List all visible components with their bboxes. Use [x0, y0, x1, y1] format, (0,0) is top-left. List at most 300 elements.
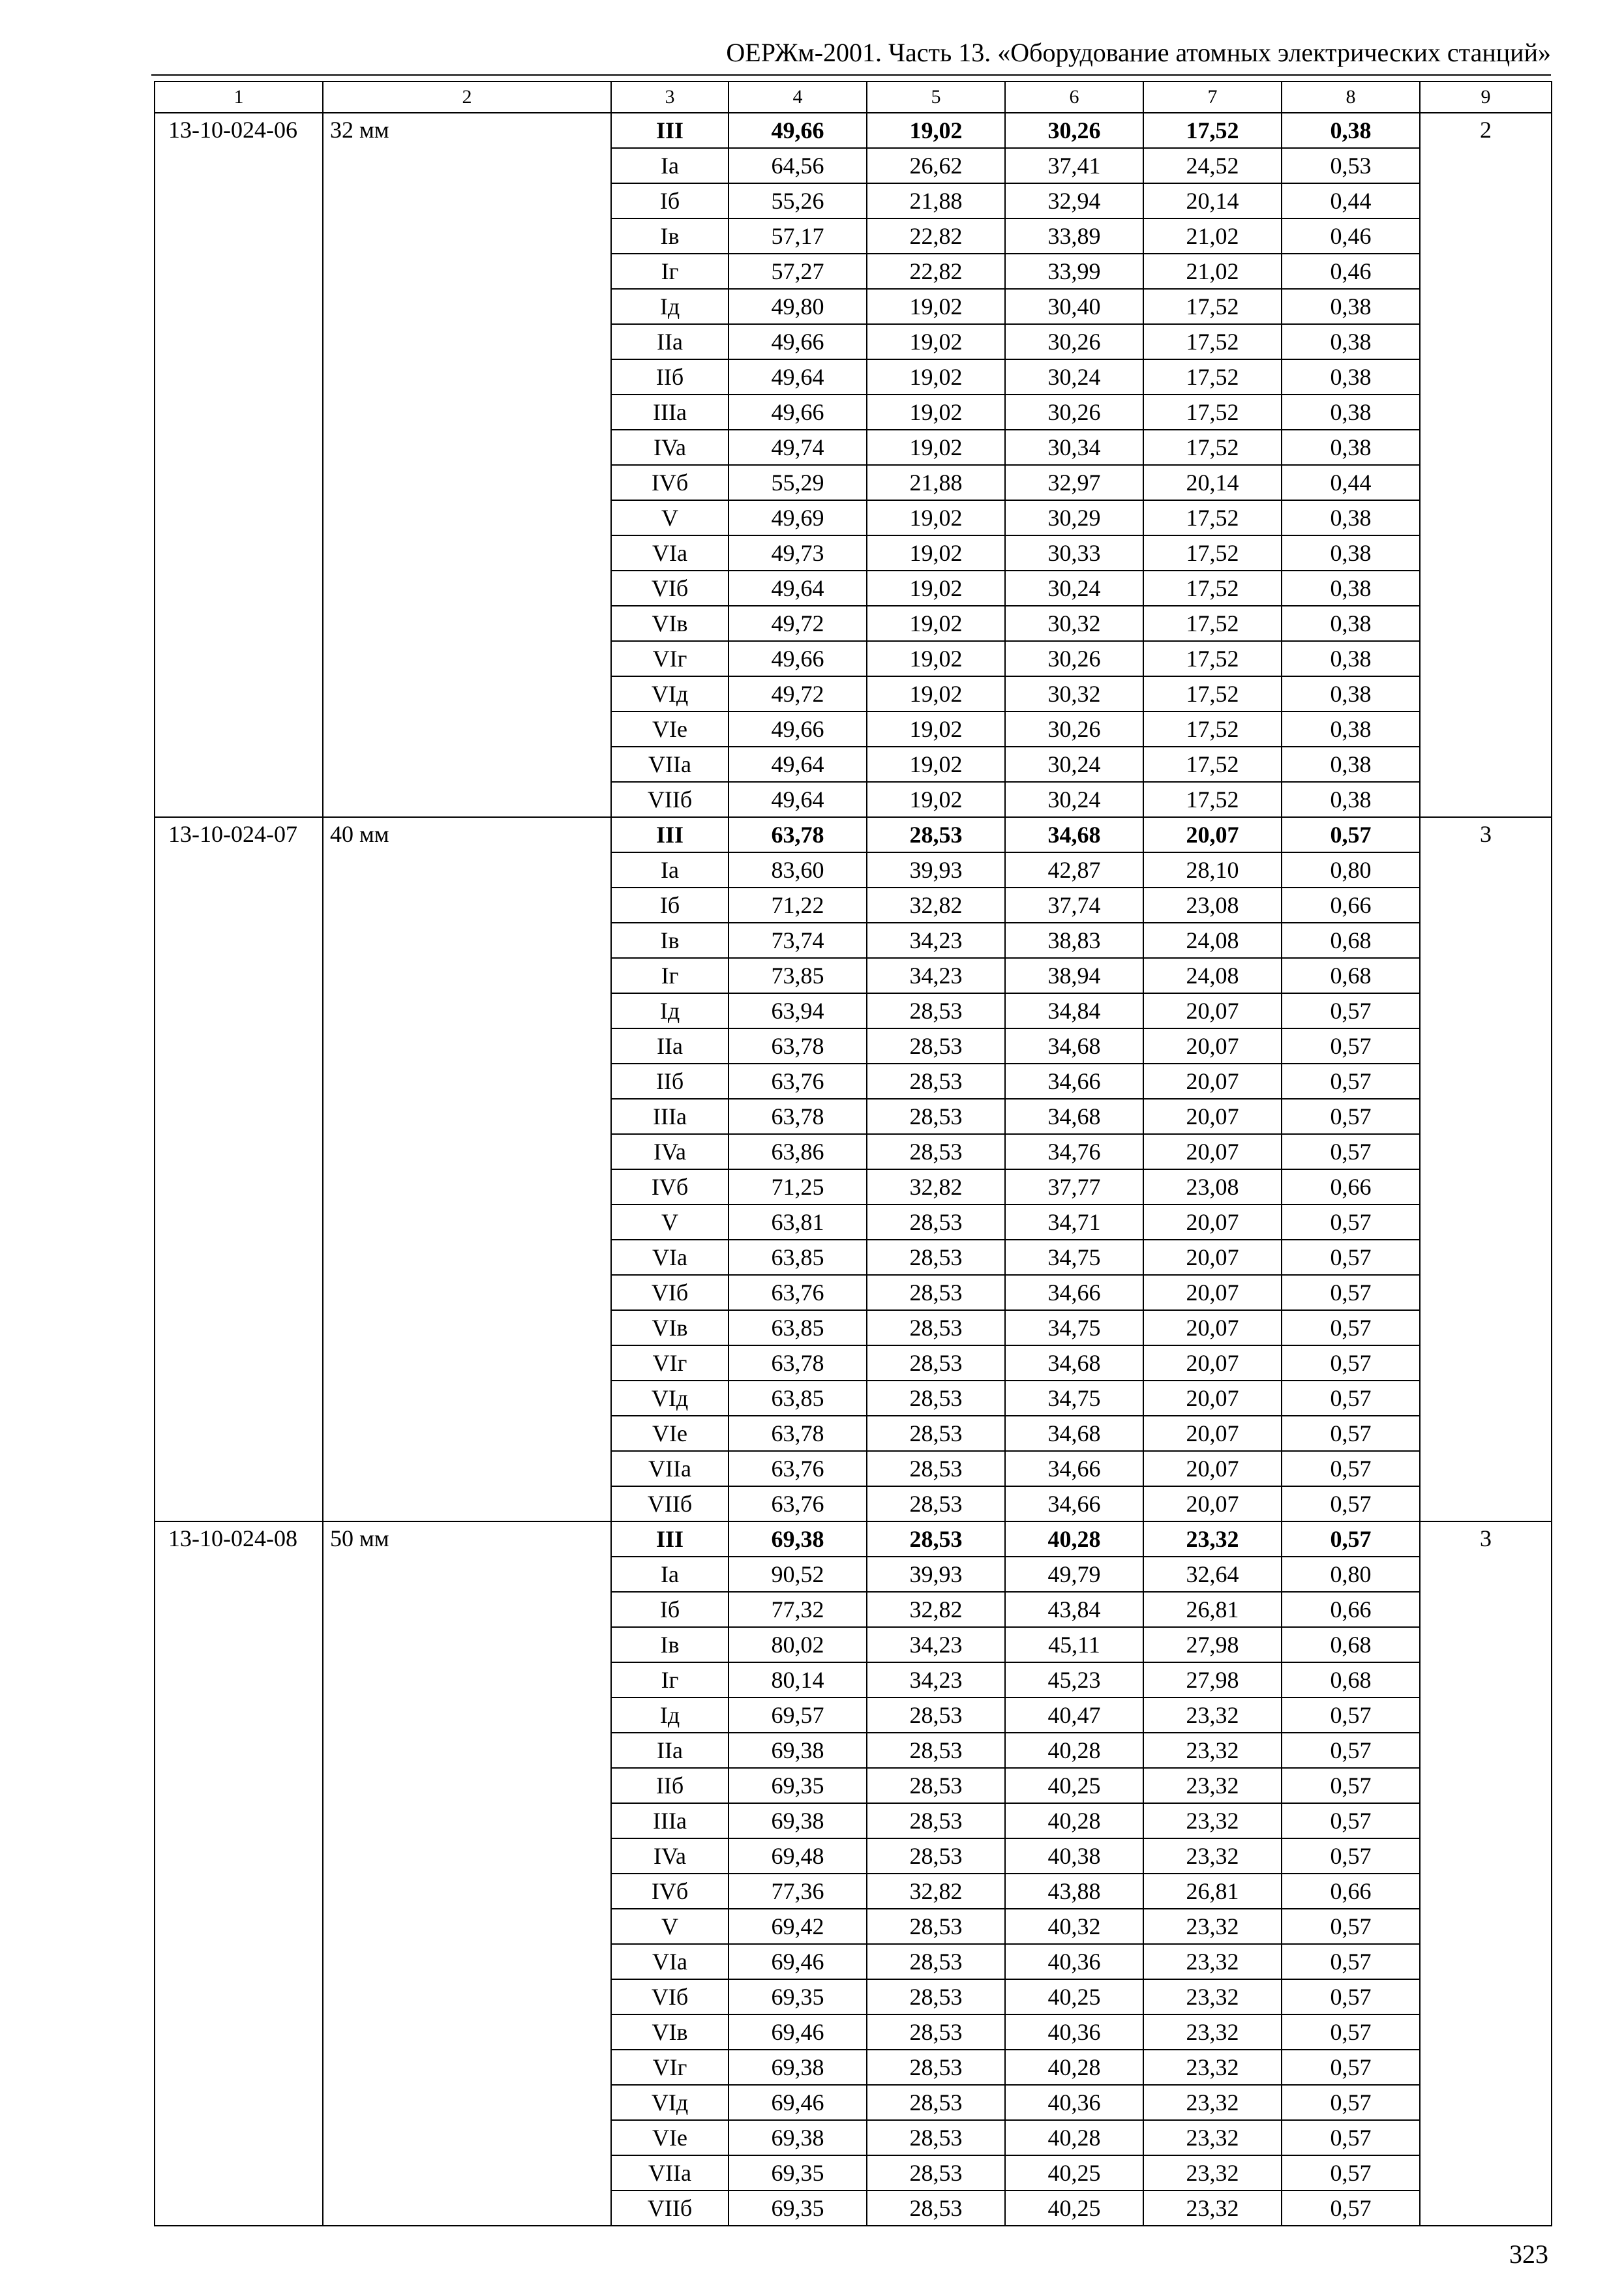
total-cost-cell: 49,73	[729, 535, 867, 571]
total-cost-cell: 63,85	[729, 1240, 867, 1275]
machine-cost-cell: 30,26	[1005, 395, 1143, 430]
column-number-row	[155, 82, 1552, 113]
item-count: 3	[1420, 817, 1552, 1521]
materials-cell: 0,57	[1282, 1698, 1420, 1733]
zone-cell: IVб	[611, 1169, 729, 1204]
wages-cell: 22,82	[867, 218, 1005, 254]
machinist-wages-cell: 21,02	[1143, 254, 1282, 289]
total-cost-cell: 49,69	[729, 500, 867, 535]
machine-cost-cell: 30,24	[1005, 571, 1143, 606]
zone-cell: IIIa	[611, 1803, 729, 1838]
total-cost-cell: 63,86	[729, 1134, 867, 1169]
materials-cell: 0,57	[1282, 1345, 1420, 1381]
materials-cell: 0,57	[1282, 1099, 1420, 1134]
column-header: 3	[611, 82, 729, 113]
total-cost-cell: 69,35	[729, 2191, 867, 2226]
machine-cost-cell: 40,38	[1005, 1838, 1143, 1874]
machine-cost-cell: 34,71	[1005, 1204, 1143, 1240]
machine-cost-cell: 42,87	[1005, 852, 1143, 888]
materials-cell: 0,57	[1282, 1486, 1420, 1521]
zone-cell: IVa	[611, 1838, 729, 1874]
zone-cell: VIa	[611, 1944, 729, 1979]
wages-cell: 28,53	[867, 2120, 1005, 2155]
materials-cell: 0,38	[1282, 606, 1420, 641]
total-cost-cell: 55,29	[729, 465, 867, 500]
machine-cost-cell: 34,68	[1005, 817, 1143, 852]
materials-cell: 0,38	[1282, 113, 1420, 148]
wages-cell: 26,62	[867, 148, 1005, 183]
wages-cell: 28,53	[867, 2155, 1005, 2191]
machinist-wages-cell: 20,14	[1143, 465, 1282, 500]
zone-cell: IIa	[611, 1733, 729, 1768]
table-body	[155, 113, 1552, 2226]
zone-cell: VIIб	[611, 1486, 729, 1521]
zone-cell: IIб	[611, 359, 729, 395]
materials-cell: 0,66	[1282, 1169, 1420, 1204]
machinist-wages-cell: 24,08	[1143, 923, 1282, 958]
zone-cell: Iд	[611, 993, 729, 1028]
machinist-wages-cell: 20,07	[1143, 1451, 1282, 1486]
machinist-wages-cell: 24,52	[1143, 148, 1282, 183]
machinist-wages-cell: 20,07	[1143, 1345, 1282, 1381]
machinist-wages-cell: 17,52	[1143, 324, 1282, 359]
zone-cell: III	[611, 817, 729, 852]
materials-cell: 0,38	[1282, 395, 1420, 430]
machine-cost-cell: 40,28	[1005, 2050, 1143, 2085]
machinist-wages-cell: 20,07	[1143, 1028, 1282, 1064]
machinist-wages-cell: 17,52	[1143, 782, 1282, 817]
materials-cell: 0,38	[1282, 500, 1420, 535]
machine-cost-cell: 43,84	[1005, 1592, 1143, 1627]
materials-cell: 0,66	[1282, 1592, 1420, 1627]
zone-cell: IIIa	[611, 1099, 729, 1134]
machine-cost-cell: 30,34	[1005, 430, 1143, 465]
materials-cell: 0,38	[1282, 289, 1420, 324]
machine-cost-cell: 34,68	[1005, 1099, 1143, 1134]
machine-cost-cell: 32,97	[1005, 465, 1143, 500]
materials-cell: 0,57	[1282, 1521, 1420, 1557]
machinist-wages-cell: 20,07	[1143, 1099, 1282, 1134]
wages-cell: 19,02	[867, 641, 1005, 676]
machine-cost-cell: 34,75	[1005, 1240, 1143, 1275]
machinist-wages-cell: 20,07	[1143, 1134, 1282, 1169]
zone-cell: VIв	[611, 1310, 729, 1345]
machinist-wages-cell: 23,32	[1143, 1979, 1282, 2014]
total-cost-cell: 49,66	[729, 711, 867, 747]
wages-cell: 19,02	[867, 500, 1005, 535]
machinist-wages-cell: 23,32	[1143, 1803, 1282, 1838]
total-cost-cell: 63,76	[729, 1064, 867, 1099]
machinist-wages-cell: 23,32	[1143, 2155, 1282, 2191]
machinist-wages-cell: 17,52	[1143, 711, 1282, 747]
total-cost-cell: 49,72	[729, 606, 867, 641]
zone-cell: VIд	[611, 1381, 729, 1416]
wages-cell: 28,53	[867, 1345, 1005, 1381]
machinist-wages-cell: 20,14	[1143, 183, 1282, 218]
machinist-wages-cell: 24,08	[1143, 958, 1282, 993]
machinist-wages-cell: 23,32	[1143, 1768, 1282, 1803]
materials-cell: 0,57	[1282, 2014, 1420, 2050]
column-header: 6	[1005, 82, 1143, 113]
materials-cell: 0,57	[1282, 1204, 1420, 1240]
zone-cell: VIIa	[611, 1451, 729, 1486]
machinist-wages-cell: 27,98	[1143, 1627, 1282, 1662]
zone-cell: VIг	[611, 1345, 729, 1381]
wages-cell: 19,02	[867, 782, 1005, 817]
machine-cost-cell: 40,32	[1005, 1909, 1143, 1944]
machine-cost-cell: 37,74	[1005, 888, 1143, 923]
total-cost-cell: 71,22	[729, 888, 867, 923]
machinist-wages-cell: 23,32	[1143, 2191, 1282, 2226]
zone-cell: VIIa	[611, 747, 729, 782]
column-header: 8	[1282, 82, 1420, 113]
materials-cell: 0,38	[1282, 535, 1420, 571]
total-cost-cell: 63,76	[729, 1275, 867, 1310]
machinist-wages-cell: 23,32	[1143, 1698, 1282, 1733]
column-header: 5	[867, 82, 1005, 113]
item-count: 3	[1420, 1521, 1552, 2226]
table-row	[155, 817, 1552, 852]
machinist-wages-cell: 17,52	[1143, 676, 1282, 711]
wages-cell: 19,02	[867, 289, 1005, 324]
machine-cost-cell: 32,94	[1005, 183, 1143, 218]
total-cost-cell: 63,85	[729, 1381, 867, 1416]
wages-cell: 28,53	[867, 2014, 1005, 2050]
machinist-wages-cell: 17,52	[1143, 606, 1282, 641]
materials-cell: 0,57	[1282, 2155, 1420, 2191]
page-header-title: ОЕРЖм-2001. Часть 13. «Оборудование атомных электрических станций»	[726, 38, 1551, 67]
column-header: 2	[323, 82, 611, 113]
machinist-wages-cell: 20,07	[1143, 1486, 1282, 1521]
materials-cell: 0,68	[1282, 958, 1420, 993]
zone-cell: Iд	[611, 289, 729, 324]
machinist-wages-cell: 28,10	[1143, 852, 1282, 888]
wages-cell: 19,02	[867, 359, 1005, 395]
machine-cost-cell: 30,26	[1005, 324, 1143, 359]
machinist-wages-cell: 23,32	[1143, 1909, 1282, 1944]
wages-cell: 19,02	[867, 535, 1005, 571]
zone-cell: VIIб	[611, 2191, 729, 2226]
materials-cell: 0,57	[1282, 817, 1420, 852]
wages-cell: 34,23	[867, 1662, 1005, 1698]
wages-cell: 19,02	[867, 676, 1005, 711]
machine-cost-cell: 34,66	[1005, 1486, 1143, 1521]
wages-cell: 28,53	[867, 1698, 1005, 1733]
total-cost-cell: 77,36	[729, 1874, 867, 1909]
zone-cell: Iв	[611, 923, 729, 958]
zone-cell: IIa	[611, 324, 729, 359]
total-cost-cell: 69,38	[729, 2120, 867, 2155]
materials-cell: 0,38	[1282, 747, 1420, 782]
materials-cell: 0,57	[1282, 2191, 1420, 2226]
wages-cell: 28,53	[867, 1028, 1005, 1064]
machinist-wages-cell: 23,08	[1143, 1169, 1282, 1204]
machinist-wages-cell: 26,81	[1143, 1874, 1282, 1909]
materials-cell: 0,80	[1282, 852, 1420, 888]
machine-cost-cell: 30,26	[1005, 641, 1143, 676]
materials-cell: 0,38	[1282, 711, 1420, 747]
machinist-wages-cell: 23,32	[1143, 2014, 1282, 2050]
total-cost-cell: 49,66	[729, 395, 867, 430]
total-cost-cell: 69,46	[729, 1944, 867, 1979]
wages-cell: 34,23	[867, 923, 1005, 958]
wages-cell: 28,53	[867, 1768, 1005, 1803]
item-count: 2	[1420, 113, 1552, 817]
wages-cell: 19,02	[867, 606, 1005, 641]
materials-cell: 0,57	[1282, 1838, 1420, 1874]
column-header: 9	[1420, 82, 1552, 113]
total-cost-cell: 49,64	[729, 782, 867, 817]
materials-cell: 0,38	[1282, 641, 1420, 676]
zone-cell: VIIa	[611, 2155, 729, 2191]
wages-cell: 19,02	[867, 571, 1005, 606]
wages-cell: 19,02	[867, 395, 1005, 430]
total-cost-cell: 80,14	[729, 1662, 867, 1698]
item-code: 13-10-024-07	[155, 817, 323, 1521]
materials-cell: 0,57	[1282, 1064, 1420, 1099]
page-number: 323	[1509, 2239, 1548, 2269]
wages-cell: 28,53	[867, 1521, 1005, 1557]
zone-cell: VIб	[611, 571, 729, 606]
materials-cell: 0,38	[1282, 571, 1420, 606]
total-cost-cell: 63,78	[729, 1028, 867, 1064]
machinist-wages-cell: 17,52	[1143, 571, 1282, 606]
wages-cell: 39,93	[867, 852, 1005, 888]
zone-cell: IVб	[611, 1874, 729, 1909]
materials-cell: 0,57	[1282, 1979, 1420, 2014]
zone-cell: IVa	[611, 1134, 729, 1169]
machine-cost-cell: 40,25	[1005, 1768, 1143, 1803]
zone-cell: V	[611, 1909, 729, 1944]
materials-cell: 0,66	[1282, 1874, 1420, 1909]
total-cost-cell: 63,85	[729, 1310, 867, 1345]
wages-cell: 28,53	[867, 1803, 1005, 1838]
zone-cell: VIв	[611, 2014, 729, 2050]
machine-cost-cell: 33,89	[1005, 218, 1143, 254]
zone-cell: VIг	[611, 641, 729, 676]
total-cost-cell: 63,94	[729, 993, 867, 1028]
total-cost-cell: 69,57	[729, 1698, 867, 1733]
machine-cost-cell: 33,99	[1005, 254, 1143, 289]
materials-cell: 0,57	[1282, 1944, 1420, 1979]
machine-cost-cell: 37,41	[1005, 148, 1143, 183]
wages-cell: 28,53	[867, 1099, 1005, 1134]
machinist-wages-cell: 17,52	[1143, 289, 1282, 324]
materials-cell: 0,57	[1282, 1381, 1420, 1416]
total-cost-cell: 63,78	[729, 1416, 867, 1451]
machinist-wages-cell: 27,98	[1143, 1662, 1282, 1698]
wages-cell: 19,02	[867, 324, 1005, 359]
total-cost-cell: 63,78	[729, 1099, 867, 1134]
item-code: 13-10-024-08	[155, 1521, 323, 2226]
machinist-wages-cell: 23,32	[1143, 1521, 1282, 1557]
zone-cell: Ia	[611, 1557, 729, 1592]
wages-cell: 19,02	[867, 711, 1005, 747]
machinist-wages-cell: 20,07	[1143, 817, 1282, 852]
zone-cell: IIб	[611, 1064, 729, 1099]
machinist-wages-cell: 20,07	[1143, 1310, 1282, 1345]
item-size: 50 мм	[323, 1521, 611, 2226]
machine-cost-cell: 34,84	[1005, 993, 1143, 1028]
total-cost-cell: 63,81	[729, 1204, 867, 1240]
machinist-wages-cell: 17,52	[1143, 641, 1282, 676]
machine-cost-cell: 34,75	[1005, 1381, 1143, 1416]
wages-cell: 28,53	[867, 2085, 1005, 2120]
zone-cell: VIe	[611, 711, 729, 747]
machinist-wages-cell: 26,81	[1143, 1592, 1282, 1627]
header-rule	[151, 74, 1551, 76]
materials-cell: 0,38	[1282, 676, 1420, 711]
machinist-wages-cell: 20,07	[1143, 1064, 1282, 1099]
zone-cell: V	[611, 500, 729, 535]
zone-cell: VIe	[611, 2120, 729, 2155]
zone-cell: VIв	[611, 606, 729, 641]
machine-cost-cell: 30,32	[1005, 676, 1143, 711]
machine-cost-cell: 30,32	[1005, 606, 1143, 641]
zone-cell: Iв	[611, 1627, 729, 1662]
wages-cell: 21,88	[867, 183, 1005, 218]
column-header: 4	[729, 82, 867, 113]
column-header: 1	[155, 82, 323, 113]
total-cost-cell: 49,64	[729, 747, 867, 782]
machinist-wages-cell: 20,07	[1143, 1240, 1282, 1275]
materials-cell: 0,57	[1282, 1803, 1420, 1838]
zone-cell: Iг	[611, 254, 729, 289]
total-cost-cell: 80,02	[729, 1627, 867, 1662]
total-cost-cell: 69,46	[729, 2014, 867, 2050]
total-cost-cell: 49,66	[729, 641, 867, 676]
total-cost-cell: 69,46	[729, 2085, 867, 2120]
machine-cost-cell: 30,40	[1005, 289, 1143, 324]
machinist-wages-cell: 20,07	[1143, 1204, 1282, 1240]
materials-cell: 0,68	[1282, 1662, 1420, 1698]
wages-cell: 32,82	[867, 1874, 1005, 1909]
zone-cell: Iб	[611, 183, 729, 218]
zone-cell: Iг	[611, 958, 729, 993]
total-cost-cell: 69,35	[729, 2155, 867, 2191]
materials-cell: 0,57	[1282, 1733, 1420, 1768]
wages-cell: 28,53	[867, 1838, 1005, 1874]
machinist-wages-cell: 20,07	[1143, 1381, 1282, 1416]
machine-cost-cell: 34,75	[1005, 1310, 1143, 1345]
materials-cell: 0,38	[1282, 324, 1420, 359]
machine-cost-cell: 40,25	[1005, 2191, 1143, 2226]
materials-cell: 0,57	[1282, 1134, 1420, 1169]
wages-cell: 28,53	[867, 1451, 1005, 1486]
machinist-wages-cell: 23,32	[1143, 2085, 1282, 2120]
machine-cost-cell: 38,94	[1005, 958, 1143, 993]
machinist-wages-cell: 17,52	[1143, 747, 1282, 782]
machine-cost-cell: 30,24	[1005, 359, 1143, 395]
materials-cell: 0,57	[1282, 2050, 1420, 2085]
wages-cell: 28,53	[867, 1204, 1005, 1240]
materials-cell: 0,57	[1282, 1240, 1420, 1275]
machinist-wages-cell: 23,32	[1143, 2050, 1282, 2085]
machinist-wages-cell: 20,07	[1143, 1416, 1282, 1451]
materials-cell: 0,46	[1282, 218, 1420, 254]
machine-cost-cell: 40,28	[1005, 1733, 1143, 1768]
materials-cell: 0,38	[1282, 430, 1420, 465]
zone-cell: VIб	[611, 1979, 729, 2014]
total-cost-cell: 55,26	[729, 183, 867, 218]
materials-cell: 0,57	[1282, 1909, 1420, 1944]
machine-cost-cell: 34,66	[1005, 1451, 1143, 1486]
machine-cost-cell: 40,36	[1005, 2085, 1143, 2120]
total-cost-cell: 69,38	[729, 1733, 867, 1768]
machinist-wages-cell: 23,08	[1143, 888, 1282, 923]
materials-cell: 0,57	[1282, 993, 1420, 1028]
zone-cell: IIa	[611, 1028, 729, 1064]
column-header: 7	[1143, 82, 1282, 113]
machinist-wages-cell: 23,32	[1143, 1944, 1282, 1979]
machine-cost-cell: 30,26	[1005, 711, 1143, 747]
zone-cell: IVб	[611, 465, 729, 500]
machine-cost-cell: 30,33	[1005, 535, 1143, 571]
zone-cell: VIa	[611, 535, 729, 571]
zone-cell: VIб	[611, 1275, 729, 1310]
materials-cell: 0,68	[1282, 923, 1420, 958]
item-size: 32 мм	[323, 113, 611, 817]
total-cost-cell: 49,66	[729, 113, 867, 148]
machine-cost-cell: 34,68	[1005, 1028, 1143, 1064]
machine-cost-cell: 34,76	[1005, 1134, 1143, 1169]
machine-cost-cell: 40,28	[1005, 1521, 1143, 1557]
machine-cost-cell: 40,28	[1005, 2120, 1143, 2155]
price-table	[154, 81, 1552, 2226]
total-cost-cell: 63,78	[729, 1345, 867, 1381]
machine-cost-cell: 34,68	[1005, 1416, 1143, 1451]
materials-cell: 0,57	[1282, 1416, 1420, 1451]
wages-cell: 28,53	[867, 1064, 1005, 1099]
materials-cell: 0,53	[1282, 148, 1420, 183]
total-cost-cell: 49,64	[729, 571, 867, 606]
materials-cell: 0,38	[1282, 359, 1420, 395]
total-cost-cell: 69,35	[729, 1768, 867, 1803]
materials-cell: 0,57	[1282, 1310, 1420, 1345]
wages-cell: 34,23	[867, 958, 1005, 993]
materials-cell: 0,57	[1282, 1451, 1420, 1486]
zone-cell: VIд	[611, 676, 729, 711]
machine-cost-cell: 45,23	[1005, 1662, 1143, 1698]
wages-cell: 28,53	[867, 2050, 1005, 2085]
zone-cell: Ia	[611, 852, 729, 888]
zone-cell: VIд	[611, 2085, 729, 2120]
wages-cell: 22,82	[867, 254, 1005, 289]
machinist-wages-cell: 17,52	[1143, 359, 1282, 395]
total-cost-cell: 49,72	[729, 676, 867, 711]
materials-cell: 0,68	[1282, 1627, 1420, 1662]
total-cost-cell: 71,25	[729, 1169, 867, 1204]
machine-cost-cell: 40,25	[1005, 1979, 1143, 2014]
wages-cell: 32,82	[867, 1169, 1005, 1204]
machinist-wages-cell: 17,52	[1143, 395, 1282, 430]
wages-cell: 28,53	[867, 2191, 1005, 2226]
total-cost-cell: 90,52	[729, 1557, 867, 1592]
machine-cost-cell: 37,77	[1005, 1169, 1143, 1204]
machinist-wages-cell: 23,32	[1143, 1733, 1282, 1768]
machine-cost-cell: 34,66	[1005, 1064, 1143, 1099]
machine-cost-cell: 45,11	[1005, 1627, 1143, 1662]
materials-cell: 0,80	[1282, 1557, 1420, 1592]
total-cost-cell: 73,85	[729, 958, 867, 993]
total-cost-cell: 49,74	[729, 430, 867, 465]
wages-cell: 19,02	[867, 113, 1005, 148]
machine-cost-cell: 30,24	[1005, 782, 1143, 817]
wages-cell: 28,53	[867, 1381, 1005, 1416]
total-cost-cell: 83,60	[729, 852, 867, 888]
wages-cell: 19,02	[867, 430, 1005, 465]
total-cost-cell: 49,80	[729, 289, 867, 324]
